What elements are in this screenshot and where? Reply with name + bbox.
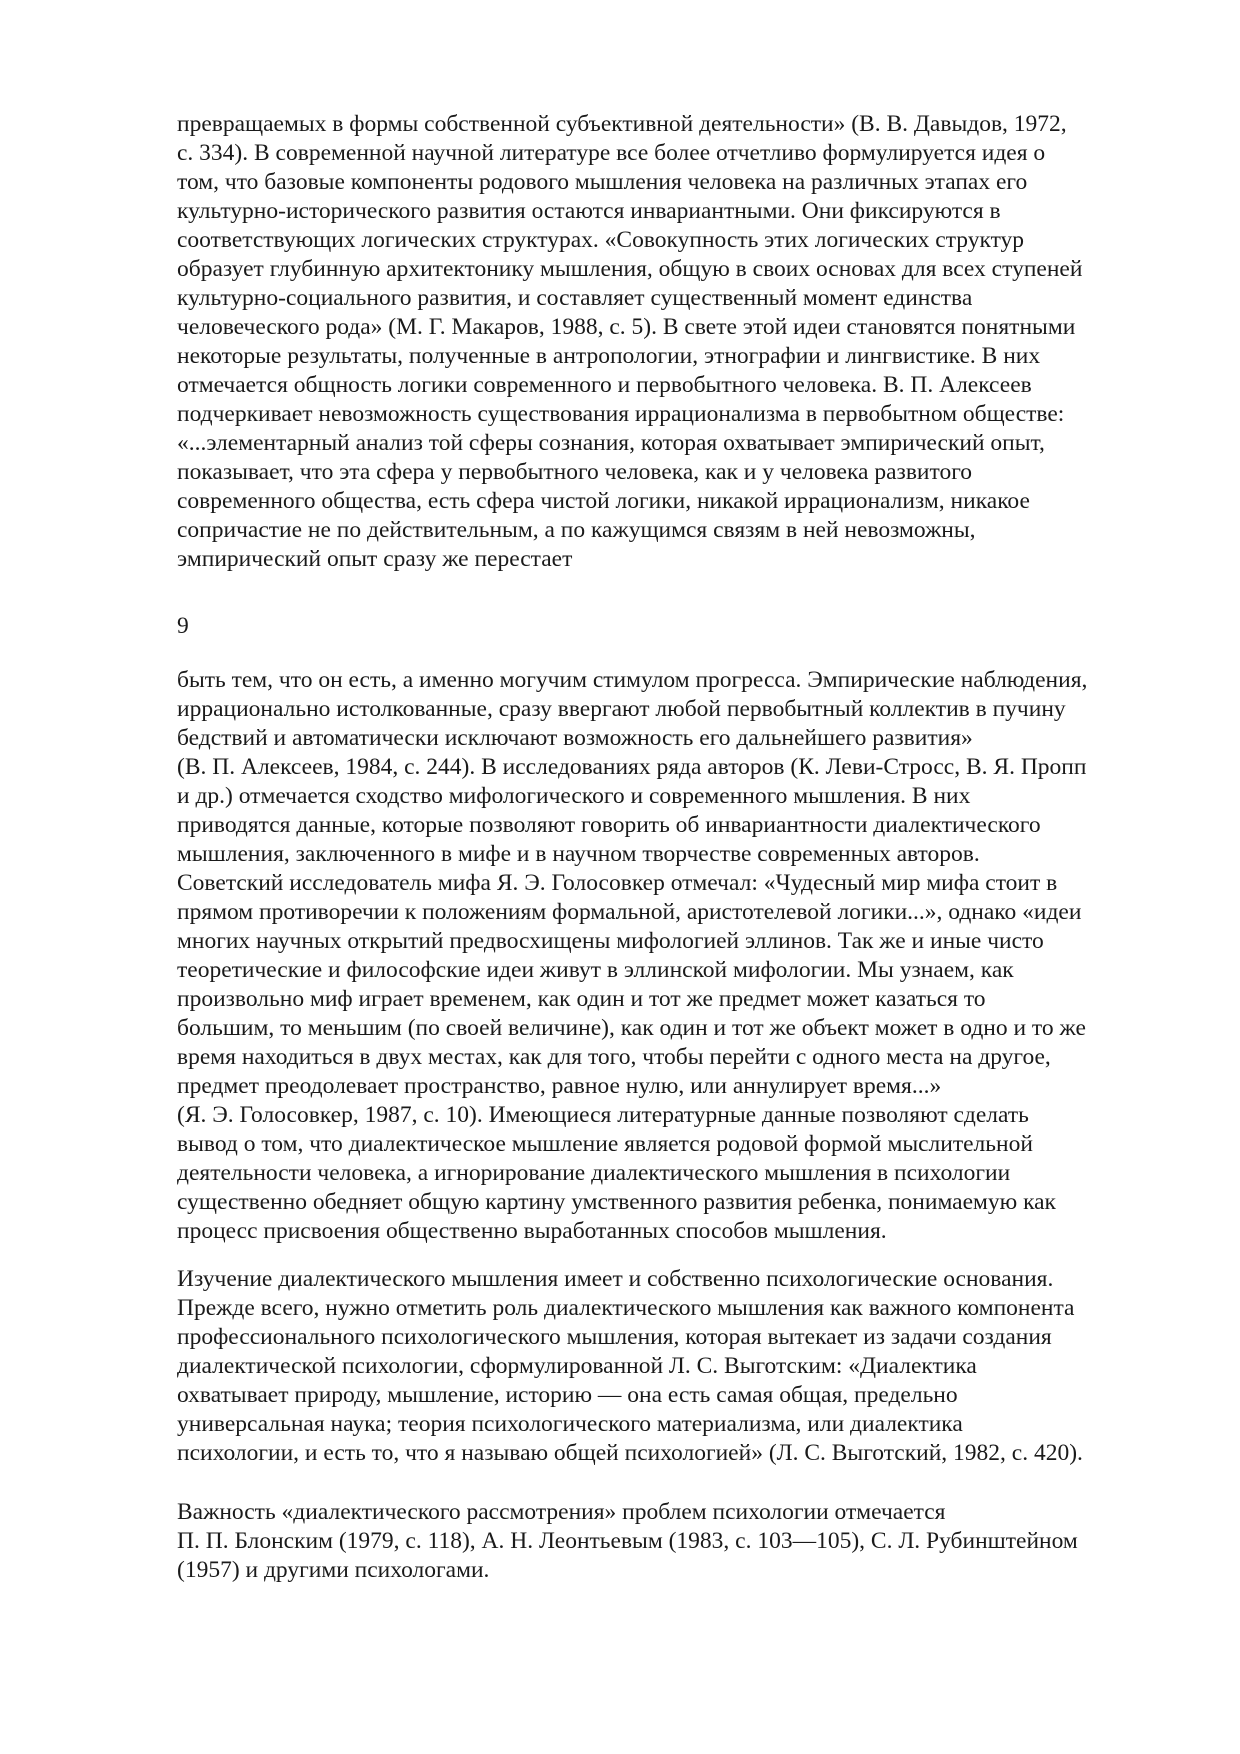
text-line: диалектической психологии, сформулированной Л. С. Выготским: «Диалектика <box>177 1353 977 1379</box>
text-line: процесс присвоения общественно выработанных способов мышления. <box>177 1218 887 1244</box>
text-line: (В. П. Алексеев, 1984, с. 244). В исследованиях ряда авторов (К. Леви-Стросс, В. Я. Пропп <box>177 754 1087 780</box>
text-line: прямом противоречии к положениям формальной, аристотелевой логики...», однако «идеи <box>177 899 1082 925</box>
text-line: отмечается общность логики современного и первобытного человека. В. П. Алексеев <box>177 372 1032 398</box>
text-line: предмет преодолевает пространство, равное нулю, или аннулирует время...» <box>177 1073 942 1099</box>
text-line: с. 334). В современной научной литературе все более отчетливо формулируется идея о <box>177 140 1046 166</box>
text-line: превращаемых в формы собственной субъективной деятельности» (В. В. Давыдов, 1972, <box>177 111 1067 137</box>
text-line: и др.) отмечается сходство мифологического и современного мышления. В них <box>177 783 971 809</box>
text-line: профессионального психологического мышления, которая вытекает из задачи создания <box>177 1324 1052 1350</box>
text-line: универсальная наука; теория психологического материализма, или диалектика <box>177 1411 963 1437</box>
paragraph-1 <box>177 110 1157 574</box>
text-line: Прежде всего, нужно отметить роль диалектического мышления как важного компонента <box>177 1295 1075 1321</box>
text-line: культурно-социального развития, и составляет существенный момент единства <box>177 285 973 311</box>
text-line: некоторые результаты, полученные в антропологии, этнографии и лингвистике. В них <box>177 343 1041 369</box>
text-line: большим, то меньшим (по своей величине), как один и тот же объект может в одно и то же <box>177 1015 1086 1041</box>
text-line: Изучение диалектического мышления имеет и собственно психологические основания. <box>177 1266 1054 1292</box>
paragraph-2 <box>177 666 1157 1246</box>
text-line: существенно обедняет общую картину умственного развития ребенка, понимаемую как <box>177 1189 1056 1215</box>
text-line: бедствий и автоматически исключают возможность его дальнейшего развития» <box>177 725 973 751</box>
text-line: сопричастие не по действительным, а по кажущимся связям в ней невозможны, <box>177 517 976 543</box>
text-line: эмпирический опыт сразу же перестает <box>177 546 573 572</box>
text-line: многих научных открытий предвосхищены мифологией эллинов. Так же и иные чисто <box>177 928 1044 954</box>
text-line: подчеркивает невозможность существования иррационализма в первобытном обществе: <box>177 401 1065 427</box>
text-line: Советский исследователь мифа Я. Э. Голосовкер отмечал: «Чудесный мир мифа стоит в <box>177 870 1058 896</box>
page-number: 9 <box>177 613 189 639</box>
paragraph-3 <box>177 1265 1157 1468</box>
text-line: образует глубинную архитектонику мышления, общую в своих основах для всех ступеней <box>177 256 1083 282</box>
text-line: приводятся данные, которые позволяют говорить об инвариантности диалектического <box>177 812 1041 838</box>
paragraph-4 <box>177 1498 1157 1585</box>
text-line: быть тем, что он есть, а именно могучим стимулом прогресса. Эмпирические наблюдения, <box>177 667 1088 693</box>
text-line: психологии, и есть то, что я называю общей психологией» (Л. С. Выготский, 1982, с. 420). <box>177 1440 1083 1466</box>
text-line: мышления, заключенного в мифе и в научном творчестве современных авторов. <box>177 841 980 867</box>
text-line: произвольно миф играет временем, как один и тот же предмет может казаться то <box>177 986 986 1012</box>
text-line: «...элементарный анализ той сферы сознания, которая охватывает эмпирический опыт, <box>177 430 1045 456</box>
text-line: соответствующих логических структурах. «Совокупность этих логических структур <box>177 227 1025 253</box>
text-line: человеческого рода» (М. Г. Макаров, 1988, с. 5). В свете этой идеи становятся понятными <box>177 314 1076 340</box>
text-line: теоретические и философские идеи живут в эллинской мифологии. Мы узнаем, как <box>177 957 1014 983</box>
text-line: Важность «диалектического рассмотрения» проблем психологии отмечается <box>177 1499 946 1525</box>
text-line: современного общества, есть сфера чистой логики, никакой иррационализм, никакое <box>177 488 1030 514</box>
text-line: охватывает природу, мышление, историю — она есть самая общая, предельно <box>177 1382 958 1408</box>
text-line: показывает, что эта сфера у первобытного человека, как и у человека развитого <box>177 459 973 485</box>
text-line: (1957) и другими психологами. <box>177 1557 490 1583</box>
text-line: вывод о том, что диалектическое мышление является родовой формой мыслительной <box>177 1131 1033 1157</box>
text-line: П. П. Блонским (1979, с. 118), А. Н. Леонтьевым (1983, с. 103—105), С. Л. Рубинштейном <box>177 1528 1078 1554</box>
text-line: (Я. Э. Голосовкер, 1987, с. 10). Имеющиеся литературные данные позволяют сделать <box>177 1102 1029 1128</box>
text-line: том, что базовые компоненты родового мышления человека на различных этапах его <box>177 169 1028 195</box>
text-line: культурно-исторического развития остаются инвариантными. Они фиксируются в <box>177 198 1001 224</box>
text-line: иррационально истолкованные, сразу ввергают любой первобытный коллектив в пучину <box>177 696 1066 722</box>
text-line: деятельности человека, а игнорирование диалектического мышления в психологии <box>177 1160 1011 1186</box>
text-line: время находиться в двух местах, как для того, чтобы перейти с одного места на другое, <box>177 1044 1051 1070</box>
